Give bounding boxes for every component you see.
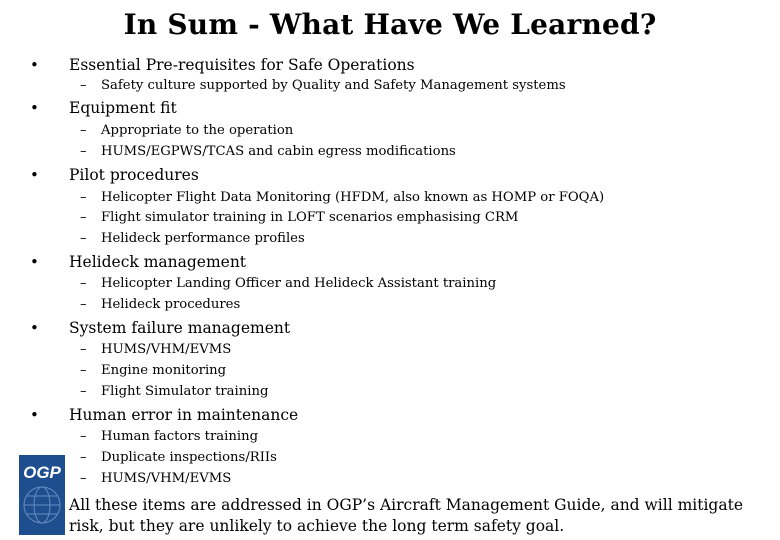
sub-bullet-item (0, 384, 780, 402)
bullet-icon: • (30, 166, 39, 184)
dash-icon: – (80, 342, 87, 357)
dash-icon: – (80, 297, 87, 312)
sub-bullet-item (0, 276, 780, 294)
sub-bullet-text: Helicopter Flight Data Monitoring (HFDM, also known as HOMP or FOQA) (101, 190, 605, 205)
bullet-icon: • (30, 99, 39, 117)
dash-icon: – (80, 231, 87, 246)
dash-icon: – (80, 450, 87, 465)
bullet-icon: • (30, 319, 39, 337)
sub-bullet-text: Helideck procedures (101, 297, 241, 312)
conclusion-text: All these items are addressed in OGP’s Aircraft Management Guide, and will mitigate risk, but they are unlikely to achieve the long term safety goal. (69, 496, 743, 535)
sub-bullet-text: Duplicate inspections/RIIs (101, 450, 277, 465)
sub-bullet-text: HUMS/VHM/EVMS (101, 342, 232, 357)
bullet-heading: Equipment fit (69, 99, 177, 117)
bullet-icon: • (30, 406, 39, 424)
sub-bullet-text: Safety culture supported by Quality and Safety Management systems (101, 78, 566, 93)
bullet-icon: • (30, 253, 39, 271)
sub-bullet-text: Helicopter Landing Officer and Helideck Assistant training (101, 276, 497, 291)
slide-title: In Sum - What Have We Learned? (123, 8, 657, 41)
ogp-logo-icon (19, 455, 65, 535)
bullet-item (0, 253, 780, 275)
sub-bullet-text: Human factors training (101, 429, 259, 444)
sub-bullet-item (0, 363, 780, 381)
sub-bullet-item (0, 342, 780, 360)
bullet-heading: Essential Pre-requisites for Safe Operations (69, 56, 415, 74)
sub-bullet-text: Helideck performance profiles (101, 231, 305, 246)
sub-bullet-text: HUMS/EGPWS/TCAS and cabin egress modifications (101, 144, 456, 159)
bullet-item (0, 319, 780, 341)
dash-icon: – (80, 190, 87, 205)
sub-bullet-item (0, 144, 780, 162)
bullet-heading: Human error in maintenance (69, 406, 299, 424)
sub-bullet-item (0, 429, 780, 447)
sub-bullet-text: HUMS/VHM/EVMS (101, 471, 232, 486)
svg-text:OGP: OGP (23, 463, 61, 482)
dash-icon: – (80, 210, 87, 225)
dash-icon: – (80, 276, 87, 291)
bullet-heading: Pilot procedures (69, 166, 199, 184)
bullet-heading: System failure management (69, 319, 291, 337)
sub-bullet-item (0, 450, 780, 468)
dash-icon: – (80, 363, 87, 378)
sub-bullet-item (0, 297, 780, 315)
sub-bullet-text: Flight Simulator training (101, 384, 269, 399)
bullet-item (0, 406, 780, 428)
dash-icon: – (80, 78, 87, 93)
dash-icon: – (80, 384, 87, 399)
bullet-icon: • (30, 56, 39, 74)
dash-icon: – (80, 471, 87, 486)
dash-icon: – (80, 429, 87, 444)
dash-icon: – (80, 123, 87, 138)
sub-bullet-item (0, 190, 780, 208)
sub-bullet-item (0, 210, 780, 228)
sub-bullet-item (0, 471, 780, 489)
sub-bullet-text: Flight simulator training in LOFT scenarios emphasising CRM (101, 210, 519, 225)
dash-icon: – (80, 144, 87, 159)
sub-bullet-item (0, 123, 780, 141)
bullet-item (0, 56, 780, 78)
bullet-item (0, 166, 780, 188)
sub-bullet-item (0, 78, 780, 96)
sub-bullet-text: Appropriate to the operation (101, 123, 294, 138)
bullet-item (0, 99, 780, 121)
sub-bullet-text: Engine monitoring (101, 363, 227, 378)
sub-bullet-item (0, 231, 780, 249)
bullet-heading: Helideck management (69, 253, 247, 271)
